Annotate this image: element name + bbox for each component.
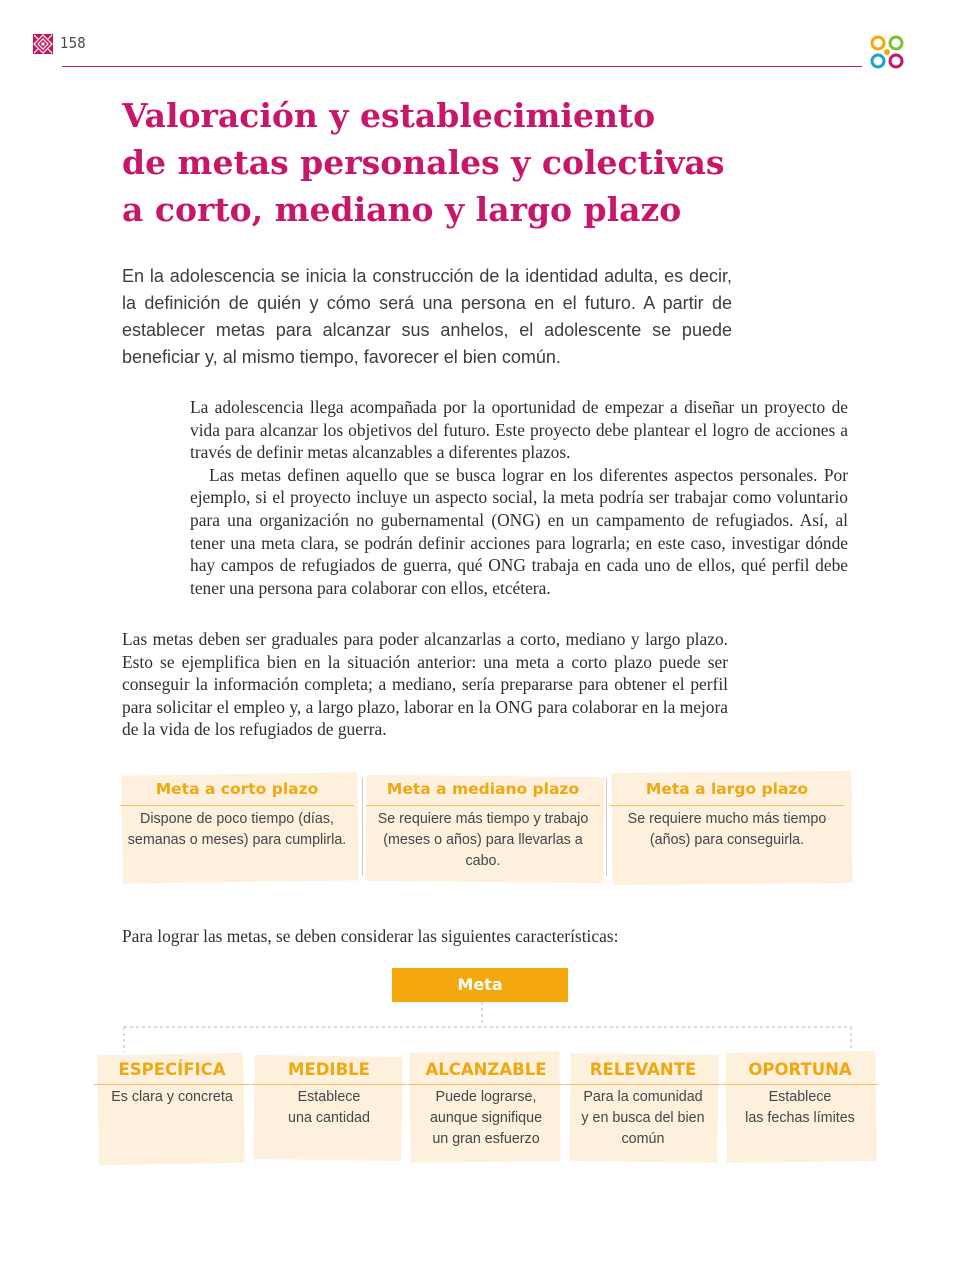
characteristic-item: [722, 1052, 878, 1162]
divider: [251, 1084, 407, 1085]
characteristic-title: ESPECÍFICA: [118, 1060, 226, 1079]
term-title: Meta a corto plazo: [155, 780, 319, 798]
characteristic-desc: Puede lograrse, aunque signifique un gran esfuerzo: [429, 1089, 543, 1147]
divider: [610, 805, 844, 806]
characteristic-item: [94, 1052, 250, 1162]
column-divider: [362, 778, 363, 876]
divider: [722, 1084, 878, 1085]
goal-terms-table: [118, 772, 852, 884]
intro-paragraph: En la adolescencia se inicia la construcción de la identidad adulta, es decir, la definición de quién y cómo será una persona en el futuro. A partir de establecer metas para alcanzar sus anhelos, el adolescente se puede beneficiar y, al mismo tiempo, favorecer el bien común.: [122, 266, 732, 367]
characteristic-item: [565, 1052, 721, 1162]
page-title: Valoración y establecimiento de metas personales y colectivas a corto, mediano y largo plazo: [122, 96, 725, 229]
lead-sentence: Para lograr las metas, se deben considerar las siguientes características:: [122, 926, 619, 946]
characteristics-diagram: [94, 1052, 878, 1167]
term-desc: Se requiere más tiempo y trabajo (meses o años) para llevarlas a cabo.: [377, 811, 589, 869]
column-divider: [606, 778, 607, 876]
characteristic-desc: Es clara y concreta: [111, 1089, 233, 1105]
quote-paragraph-2: Las metas definen aquello que se busca lograr en los diferentes aspectos personales. Por ejemplo, si el proyecto incluye un aspecto social, la meta podría ser trabajar como voluntario para una organización no gubernamental (ONG) en un campamento de refugiados. Así, al tener una meta clara, se podrán definir acciones para lograrla; en este caso, investigar dónde hay campos de refugiados de guerra, qué ONG trabaja en cada uno de ellos, qué perfil debe tener una persona para colaborar con ellos, etcétera.: [190, 464, 848, 598]
page-number: 158: [60, 34, 86, 52]
term-desc: Dispone de poco tiempo (días, semanas o meses) para cumplirla.: [127, 811, 347, 848]
divider: [120, 805, 354, 806]
divider: [366, 805, 600, 806]
term-desc: Se requiere mucho más tiempo (años) para conseguirla.: [627, 811, 827, 848]
characteristic-title: MEDIBLE: [288, 1060, 370, 1079]
meta-box: Meta: [392, 968, 568, 1002]
characteristic-title: OPORTUNA: [748, 1060, 852, 1079]
indented-text: [190, 396, 848, 599]
term-long: [610, 772, 844, 882]
term-medium: [366, 772, 600, 882]
characteristic-item: [251, 1052, 407, 1162]
characteristic-item: [408, 1052, 564, 1162]
divider: [565, 1084, 721, 1085]
term-short: [120, 772, 354, 882]
term-title: Meta a largo plazo: [645, 780, 809, 798]
divider: [408, 1084, 564, 1085]
section-logo-icon: [868, 33, 906, 71]
characteristic-desc: Establece una cantidad: [288, 1089, 370, 1126]
characteristic-desc: Para la comunidad y en busca del bien común: [581, 1089, 705, 1147]
header-rule: [62, 66, 862, 67]
characteristic-title: RELEVANTE: [589, 1060, 697, 1079]
quote-paragraph-1: La adolescencia llega acompañada por la oportunidad de empezar a diseñar un proyecto de vida para alcanzar los objetivos del futuro. Este proyecto debe plantear el logro de acciones a través de definir metas alcanzables a diferentes plazos.: [190, 397, 848, 463]
characteristic-desc: Establece las fechas límites: [745, 1089, 855, 1126]
term-title: Meta a mediano plazo: [386, 780, 580, 798]
body-paragraph: Las metas deben ser graduales para poder alcanzarlas a corto, mediano y largo plazo. Esto se ejemplifica bien en la situación anterior: una meta a corto plazo puede ser conseguir la información completa; a mediano, sería prepararse para obtener el perfil para solicitar el empleo y, a largo plazo, laborar en la ONG para colaborar en la mejora de la vida de los refugiados de guerra.: [122, 629, 728, 740]
characteristic-title: ALCANZABLE: [425, 1060, 547, 1079]
pattern-icon: [33, 34, 53, 54]
divider: [94, 1084, 250, 1085]
